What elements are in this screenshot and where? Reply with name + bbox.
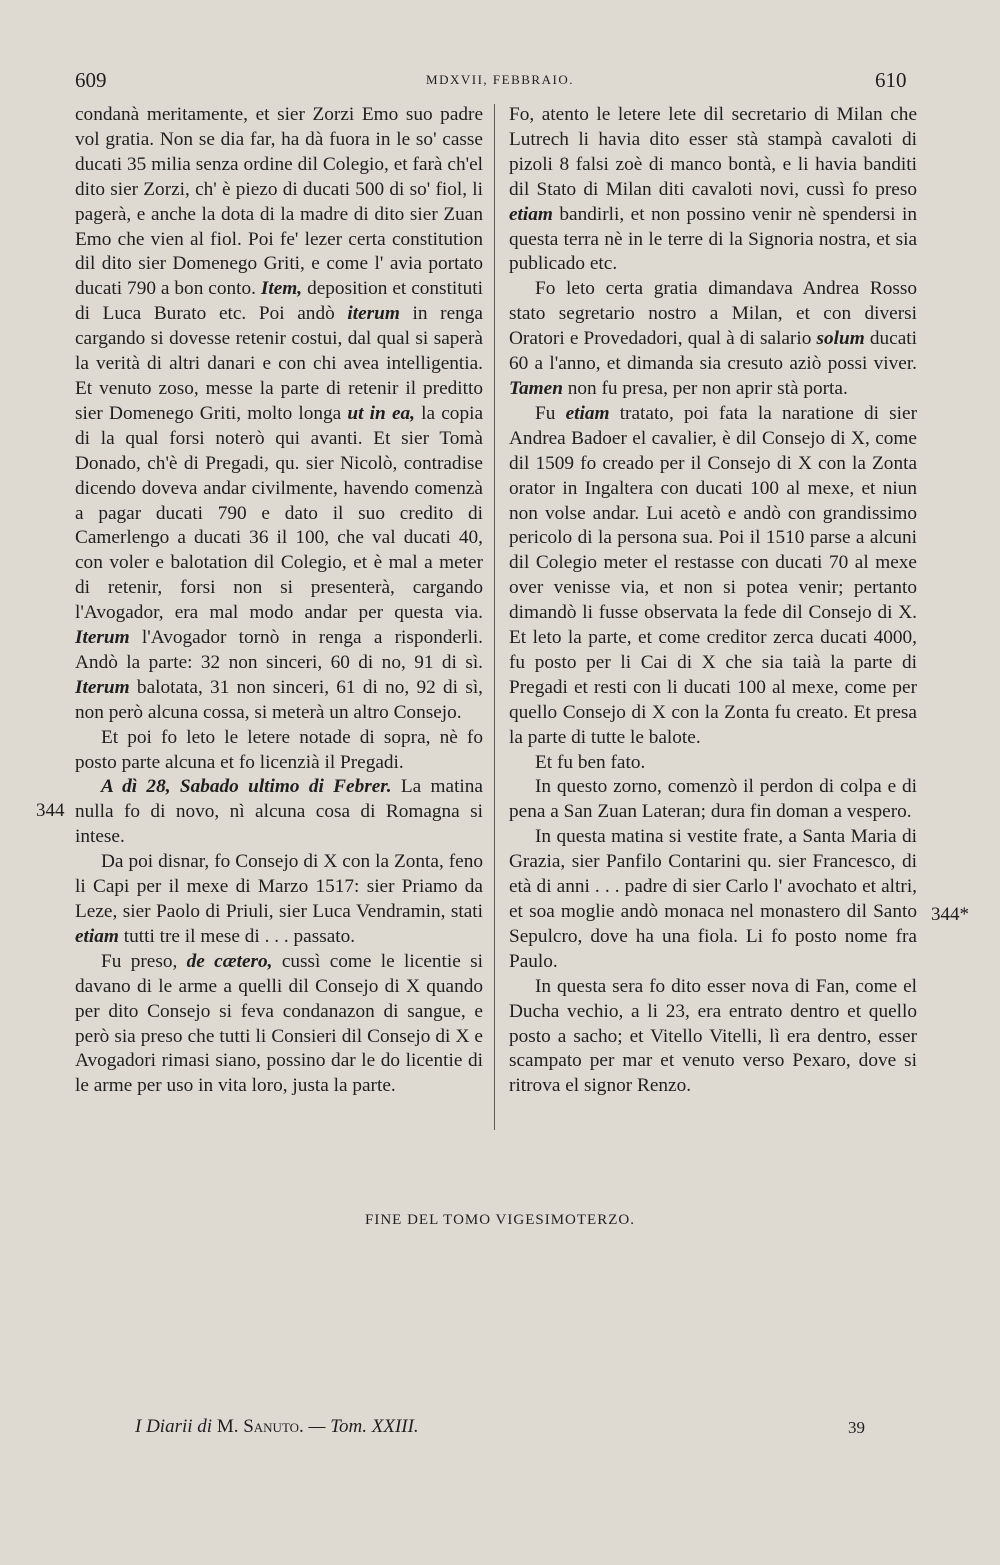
text-run: balotata, 31 non sinceri, 61 di no, 92 di sì, non però alcuna cossa, si meterà un altro Consejo. xyxy=(75,676,483,723)
left-column xyxy=(75,103,483,1099)
right-paragraph-2 xyxy=(509,277,917,402)
italic-run: solum xyxy=(816,328,865,350)
right-paragraph-5: In questo zorno, comenzò il perdon di colpa e di pena a San Zuan Lateran; dura fin doman a vespero. xyxy=(509,776,917,823)
right-page-number: 610 xyxy=(875,68,907,92)
left-paragraph-5 xyxy=(75,950,483,1099)
italic-run: Item, xyxy=(260,278,303,300)
italic-run: etiam xyxy=(509,203,553,225)
source-volume: — Tom. XXIII. xyxy=(308,1416,419,1437)
source-author: M. Sanuto. xyxy=(216,1416,304,1437)
text-run: in renga cargando si dovesse retenir costui, dal qual si saperà la verità di altri danari e con chi avea intelligentia. Et venuto zoso, messe la parte di retenir il preditto sier Domenego Griti, molto longa xyxy=(75,303,483,424)
volume-end-note: FINE DEL TOMO VIGESIMOTERZO. xyxy=(365,1212,635,1228)
text-run: Fu preso, xyxy=(101,950,187,972)
date-heading: A dì 28, Sabado ultimo di Febrer. xyxy=(101,776,392,798)
text-run: non fu presa, per non aprir stà porta. xyxy=(562,377,848,399)
left-paragraph-3 xyxy=(75,775,483,850)
italic-run: de cætero, xyxy=(186,950,273,972)
text-run: Da poi disnar, fo Consejo di X con la Zonta, feno li Capi per il mexe di Marzo 1517: sier Priamo da Leze, sier Paolo di Priuli, sier Luca Vendramin, stati xyxy=(75,851,483,922)
right-paragraph-1 xyxy=(509,103,917,277)
margin-folio-right: 344* xyxy=(931,904,969,925)
left-page-number: 609 xyxy=(75,68,107,92)
margin-folio-left: 344 xyxy=(36,800,65,821)
text-run: Fo leto certa gratia dimandava Andrea Rosso stato segretario nostro a Milan, et con diversi Oratori e Provedadori, qual à di salario xyxy=(509,278,917,350)
right-column xyxy=(509,103,917,1099)
column-divider xyxy=(494,104,495,1130)
text-run: Fo, atento le letere lete dil secretario di Milan che Lutrech li havia dito esser stà stampà cavaloti di pizoli 8 falsi zoè di manco bontà, e li havia banditi dil Stato di Milan diti cavaloti novi, cussì fo preso xyxy=(509,104,917,200)
text-run: la copia di la qual forsi noterò qui avanti. Et sier Tomà Donado, ch'è di Pregadi, qu. sier Nicolò, contradise dicendo doveva andar civilmente, havendo comenzà a pagar ducati 790 e dato il suo credito di Camerlengo a ducati 36 il 100, che val ducati 40, con voler e balotation dil Colegio, et è mal a meter di retenir, forsi non si presenterà, cargando l'Avogador, era mal modo andar per questa via. xyxy=(75,402,484,624)
text-run: La matina nulla fo di novo, nì alcuna cosa di Romagna si intese. xyxy=(75,776,483,848)
text-run: cussì come le licentie si davano di le arme a quelli dil Consejo di X quando per dito Consejo si feva condanazon di sangue, e però sia preso che tutti li Consieri dil Consejo di X e Avogadori rimasi siano, possino dar le do licentie di le arme per uso in vita loro, justa la parte. xyxy=(75,950,483,1097)
right-paragraph-6: In questa matina si vestite frate, a Santa Maria di Grazia, sier Panfilo Contarini qu. sier Francesco, di età di anni . . . padre di sier Carlo l' avochato et altri, et soa moglie andò monaca nel monastero dil Santo Sepulcro, dove ha una fiola. Li fo posto nome fra Paulo. xyxy=(509,826,917,972)
left-paragraph-1 xyxy=(75,103,483,726)
italic-run: etiam xyxy=(75,925,119,947)
text-run: tutti tre il mese di . . . passato. xyxy=(118,925,356,947)
left-paragraph-4 xyxy=(75,850,483,950)
signature-number: 39 xyxy=(848,1418,865,1437)
italic-run: Tamen xyxy=(509,377,563,399)
text-run: l'Avogador tornò in renga a risponderli. Andò la parte: 32 non sinceri, 60 di no, 91 di sì. xyxy=(75,627,483,673)
right-paragraph-3 xyxy=(509,402,917,751)
source-title: I Diarii di xyxy=(135,1416,213,1437)
text-run: bandirli, et non possino venir nè spendersi in questa terra nè in le terre di la Signoria nostra, et sia publicado etc. xyxy=(509,203,917,275)
right-paragraph-7: In questa sera fo dito esser nova di Fan, come el Ducha vechio, a li 23, era entrato dentro et quello posto a sacho; et Vitello Vitelli, lì era dentro, esser scampato per mar et venuto verso Pexaro, dove si ritrova el signor Renzo. xyxy=(509,975,917,1097)
text-run: deposition et constituti di Luca Burato etc. Poi andò xyxy=(75,278,483,325)
left-paragraph-2: Et poi fo leto le letere notade di sopra, nè fo posto parte alcuna et fo licenzià il Pregadi. xyxy=(75,726,483,773)
text-run: Fu xyxy=(535,402,566,424)
italic-run: Iterum xyxy=(75,676,130,698)
italic-run: ut in ea, xyxy=(347,402,415,424)
signature-line xyxy=(135,1416,419,1438)
italic-run: iterum xyxy=(347,303,400,325)
italic-run: Iterum xyxy=(75,627,130,649)
running-head: MDXVII, FEBBRAIO. xyxy=(426,72,574,87)
italic-run: etiam xyxy=(565,402,610,424)
text-run: tratato, poi fata la naratione di sier Andrea Badoer el cavalier, è dil Consejo di X, come dil 1509 fo creado per il Consejo di X con la Zonta orator in Ingaltera con ducati 100 al mexe, et niun non volse andar. Lui acetò e andò con grandissimo pericolo di la persona sua. Poi il 1510 parse a alcuni dil Colegio meter el restasse con ducati 70 al mexe over venisse via, et non si potea venir; pertanto dimandò li fusse observata la fede dil Consejo di X. Et leto la parte, et come creditor zerca ducati 4000, fu posto per li Cai di X che sia taià la parte di Pregadi et resti con li ducati 100 al mexe, come per quello Consejo di X con la Zonta fu creato. Et presa la parte di tutte le balote. xyxy=(509,402,918,748)
text-run: condanà meritamente, et sier Zorzi Emo suo padre vol gratia. Non se dia far, ha dà fuora in le so' casse ducati 35 milia senza ordine dil Colegio, et farà ch'el dito sier Zorzi, ch' è piezo di ducati 500 di so' fiol, li pagerà, e anche la dota di la madre di dito sier Zuan Emo che vien al fiol. Poi fe' lezer certa constitution dil dito sier Domenego Griti, e come l' avia portato ducati 790 a bon conto. xyxy=(75,104,483,300)
text-run: ducati 60 a l'anno, et dimanda sia cresuto aziò possi viver. xyxy=(509,328,917,375)
right-paragraph-4: Et fu ben fato. xyxy=(535,751,646,773)
